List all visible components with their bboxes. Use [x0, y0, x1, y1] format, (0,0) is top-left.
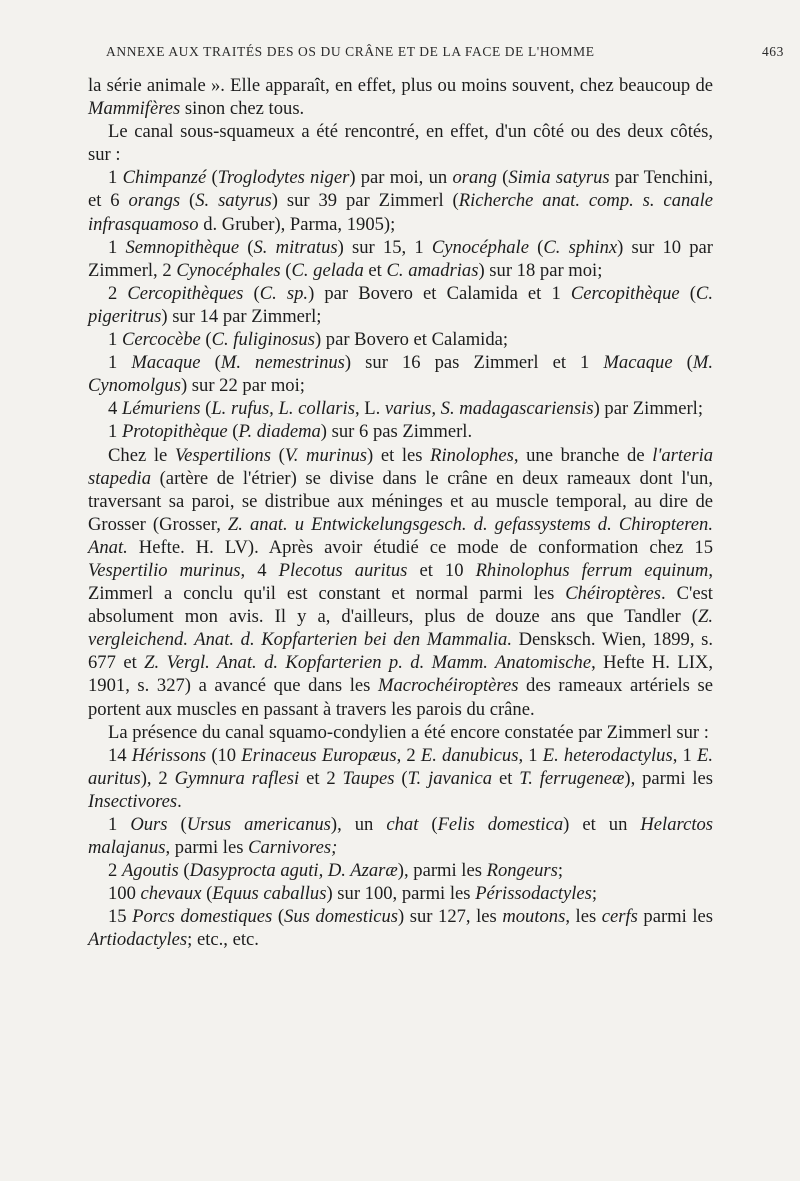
italic-text: Périssodactyles	[475, 883, 592, 905]
running-header	[106, 44, 784, 60]
text-run: 2	[108, 282, 128, 304]
text-run: 4	[108, 398, 122, 420]
text-run: (artère de l'étrier) se divise dans le crâne en deux rameaux dont l'un, traversant sa paroi, se distribue aux méninges et au muscle temporal, au dire de Grosser (Grosser,	[88, 467, 713, 535]
italic-text: orangs	[128, 190, 181, 212]
italic-text: l'arteria stapedia	[88, 444, 714, 489]
text-run: ), un	[330, 814, 387, 835]
italic-text: C. pigeritrus	[88, 282, 713, 327]
italic-text: Z. Vergl. Anat. d. Kopfarterien p. d. Mamm. Anatomische	[144, 652, 592, 674]
italic-text: Cynocéphale	[431, 236, 529, 258]
text-run: (	[679, 282, 696, 304]
text-run: (	[180, 190, 196, 212]
paragraph	[88, 328, 713, 351]
text-run: (	[418, 814, 438, 835]
text-run: (10	[206, 744, 242, 766]
text-run: ) sur 10 par Zimmerl, 2	[88, 236, 713, 281]
italic-text: Macrochéiroptères	[378, 675, 519, 697]
text-run: des rameaux artériels se portent aux muscles en passant à travers les parois du crâne.	[88, 675, 713, 720]
text-run: par Tenchini, et 6	[88, 167, 714, 212]
text-run: ) par moi, un	[349, 167, 453, 189]
italic-text: Cynocéphales	[176, 259, 281, 281]
italic-text: Ursus americanus	[186, 814, 331, 835]
text-run: (	[178, 860, 190, 882]
italic-text: varius, S. madagascariensis	[384, 398, 594, 420]
text-run: ) par Bovero et Calamida et 1	[308, 282, 571, 304]
text-run: d. Gruber), Parma, 1905);	[198, 213, 396, 235]
italic-text: T. javanica	[407, 767, 493, 789]
text-run: 1	[108, 329, 122, 351]
italic-text: Insectivores	[88, 790, 178, 812]
italic-text: Artiodactyles	[88, 929, 188, 951]
text-run: , parmi les	[165, 837, 249, 859]
italic-text: C. sp.	[259, 282, 309, 304]
italic-text: S. satyrus	[195, 190, 272, 212]
italic-text: Semnopithèque	[125, 236, 240, 258]
text-run: 2	[108, 860, 122, 882]
italic-text: Gymnura raflesi	[174, 767, 300, 789]
italic-text: Sus domesticus	[284, 906, 399, 928]
paragraph	[88, 397, 713, 420]
italic-text: cerfs	[601, 906, 638, 928]
italic-text: Rhinolophus ferrum equinum	[475, 559, 709, 581]
text-run: (	[243, 282, 260, 304]
text-run: (	[672, 352, 693, 374]
italic-text: Helarctos malajanus	[88, 814, 714, 859]
text-run: , Zimmerl a conclu qu'il est constant et normal parmi les	[88, 559, 713, 605]
italic-text: Ours	[130, 814, 168, 835]
text-run: 1	[108, 352, 132, 374]
text-run: ), parmi les	[397, 860, 487, 882]
italic-text: S. mitratus	[253, 236, 338, 258]
italic-text: Mammifères	[88, 98, 181, 120]
text-run: Chez le	[108, 444, 175, 466]
text-run: La présence du canal squamo-condylien a été encore constatée par Zimmerl sur :	[108, 721, 709, 743]
text-run: 1	[108, 236, 126, 258]
italic-text: Simia satyrus	[508, 167, 610, 189]
text-run: parmi les	[637, 906, 713, 928]
running-title: ANNEXE AUX TRAITÉS DES OS DU CRÂNE ET DE LA FACE DE L'HOMME	[106, 44, 595, 59]
italic-text: Z. anat. u Entwickelungsgesch. d. gefassystems d. Chiropteren. Anat.	[88, 513, 713, 558]
text-run: ) et les	[367, 444, 431, 466]
paragraph	[88, 282, 713, 328]
body-text	[88, 74, 713, 952]
text-run: Le canal sous-squameux a été rencontré, en effet, d'un côté ou des deux côtés, sur :	[88, 121, 713, 166]
text-run: (	[200, 329, 212, 351]
text-run: (	[394, 767, 408, 789]
paragraph	[88, 882, 713, 905]
paragraph	[88, 351, 713, 397]
paragraph	[88, 166, 713, 235]
italic-text: Richerche anat. comp. s. canale infrasquamoso	[88, 190, 713, 235]
text-run: , 1	[672, 744, 697, 766]
italic-text: Lémuriens	[121, 398, 201, 420]
italic-text: Chimpanzé	[122, 167, 207, 189]
text-run: ) par Bovero et Calamida;	[314, 329, 509, 351]
text-run: ) par Zimmerl;	[593, 398, 704, 420]
text-run: Densksch. Wien, 1899, s. 677 et	[88, 629, 714, 674]
italic-text: C. fuliginosus	[211, 329, 315, 351]
italic-text: P. diadema	[238, 421, 321, 443]
paragraph	[88, 420, 713, 443]
italic-text: Hérissons	[131, 744, 207, 766]
text-run: ), 2	[140, 767, 175, 789]
italic-text: M. Cynomolgus	[88, 352, 714, 397]
italic-text: moutons	[502, 906, 566, 928]
text-run: , 4	[240, 559, 279, 581]
text-run: 1	[108, 421, 122, 443]
italic-text: Plecotus auritus	[278, 559, 408, 581]
italic-text: Rinolophes	[430, 444, 514, 466]
paragraph	[88, 859, 713, 882]
italic-text: E. danubicus	[420, 744, 519, 766]
text-run: (	[528, 236, 544, 258]
text-run: et 10	[407, 559, 476, 581]
text-run: , 1	[518, 744, 543, 766]
text-run: Hefte. H. LV). Après avoir étudié ce mode de conformation chez 15	[127, 536, 713, 558]
text-run: 1	[108, 814, 131, 835]
text-run: (	[272, 906, 285, 928]
italic-text: M. nemestrinus	[220, 352, 345, 374]
italic-text: Equus caballus	[212, 883, 327, 905]
italic-text: Troglodytes niger	[217, 167, 350, 189]
text-run: (	[200, 398, 212, 420]
italic-text: Porcs domestiques	[132, 906, 273, 928]
text-run: ;	[557, 860, 564, 882]
text-run: ) sur 127, les	[398, 906, 503, 928]
italic-text: chat	[386, 814, 419, 835]
text-run: ) sur 6 pas Zimmerl.	[320, 421, 473, 443]
text-run: (	[270, 444, 285, 466]
paragraph	[88, 74, 713, 120]
paragraph	[88, 236, 713, 282]
text-run: ), parmi les	[624, 767, 714, 789]
italic-text: T. ferrugeneæ	[519, 767, 625, 789]
text-run: 1	[108, 167, 123, 189]
text-run: ) sur 100, parmi les	[326, 883, 476, 905]
text-run: 15	[108, 906, 133, 928]
italic-text: Dasyprocta aguti, D. Azaræ	[189, 860, 398, 882]
italic-text: Protopithèque	[121, 421, 228, 443]
text-run: (	[227, 421, 239, 443]
text-run: . C'est absolument mon avis. Il y a, d'ailleurs, plus de douze ans que Tandler (	[88, 583, 713, 628]
italic-text: Cercopithèques	[127, 282, 244, 304]
text-run: sinon chez tous.	[180, 98, 305, 120]
text-run: (	[496, 167, 509, 189]
text-run: (	[239, 236, 254, 258]
italic-text: E. auritus	[88, 744, 713, 789]
text-run: (	[280, 259, 292, 281]
text-run: et	[363, 259, 387, 281]
italic-text: Chéiroptères	[565, 583, 661, 605]
italic-text: V. murinus	[284, 444, 367, 466]
italic-text: Taupes	[342, 767, 395, 789]
italic-text: C. sphinx	[543, 236, 618, 258]
page-number: 463	[761, 44, 784, 59]
text-run: , L.	[354, 398, 385, 420]
text-run: ) sur 22 par moi;	[180, 375, 305, 397]
text-run: la série animale ». Elle apparaît, en effet, plus ou moins souvent, chez beaucoup de	[88, 75, 713, 96]
italic-text: Vespertilio murinus	[88, 559, 241, 581]
italic-text: Erinaceus Europæus	[241, 744, 397, 766]
text-run: ; etc., etc.	[187, 929, 259, 951]
text-run: 14	[108, 744, 132, 766]
italic-text: Vespertilions	[174, 444, 271, 466]
italic-text: orang	[452, 167, 497, 189]
italic-text: Macaque	[131, 352, 201, 374]
text-run: , Hefte H. LIX, 1901, s. 327) a avancé que dans les	[88, 652, 714, 697]
italic-text: Macaque	[603, 352, 673, 374]
italic-text: C. gelada	[291, 259, 364, 281]
italic-text: C. amadrias	[386, 259, 479, 281]
paragraph	[88, 120, 713, 166]
paragraph	[88, 444, 713, 721]
italic-text: Z. vergleichend. Anat. d. Kopfarterien bei den Mammalia.	[88, 606, 713, 651]
text-run: .	[177, 790, 182, 812]
italic-text: Cercocèbe	[121, 329, 201, 351]
text-run: , les	[565, 906, 602, 928]
italic-text: chevaux	[140, 883, 202, 905]
paragraph	[88, 721, 713, 744]
text-run: (	[200, 352, 221, 374]
italic-text: L. rufus, L. collaris	[211, 398, 355, 420]
text-run: ) sur 18 par moi;	[478, 259, 603, 281]
text-run: et	[492, 767, 520, 789]
italic-text: Rongeurs	[486, 860, 558, 882]
text-run: ) sur 16 pas Zimmerl et 1	[344, 352, 604, 374]
text-run: ) sur 15, 1	[337, 236, 432, 258]
text-run: et 2	[299, 767, 343, 789]
text-run: ) et un	[563, 814, 641, 835]
paragraph	[88, 744, 713, 813]
text-run: (	[201, 883, 213, 905]
paragraph	[88, 905, 713, 951]
text-run: (	[167, 814, 187, 835]
text-run: 100	[108, 883, 141, 905]
text-run: , 2	[396, 744, 421, 766]
text-run: ;	[591, 883, 598, 905]
italic-text: Cercopithèque	[570, 282, 680, 304]
text-run: (	[206, 167, 218, 189]
text-run: ) sur 39 par Zimmerl (	[271, 190, 459, 212]
text-run: ) sur 14 par Zimmerl;	[161, 305, 322, 327]
italic-text: Agoutis	[121, 860, 179, 882]
italic-text: E. heterodactylus	[542, 744, 673, 766]
italic-text: Felis domestica	[437, 814, 564, 835]
text-run: , une branche de	[513, 444, 653, 466]
italic-text: Carnivores;	[248, 837, 338, 859]
paragraph	[88, 813, 713, 859]
